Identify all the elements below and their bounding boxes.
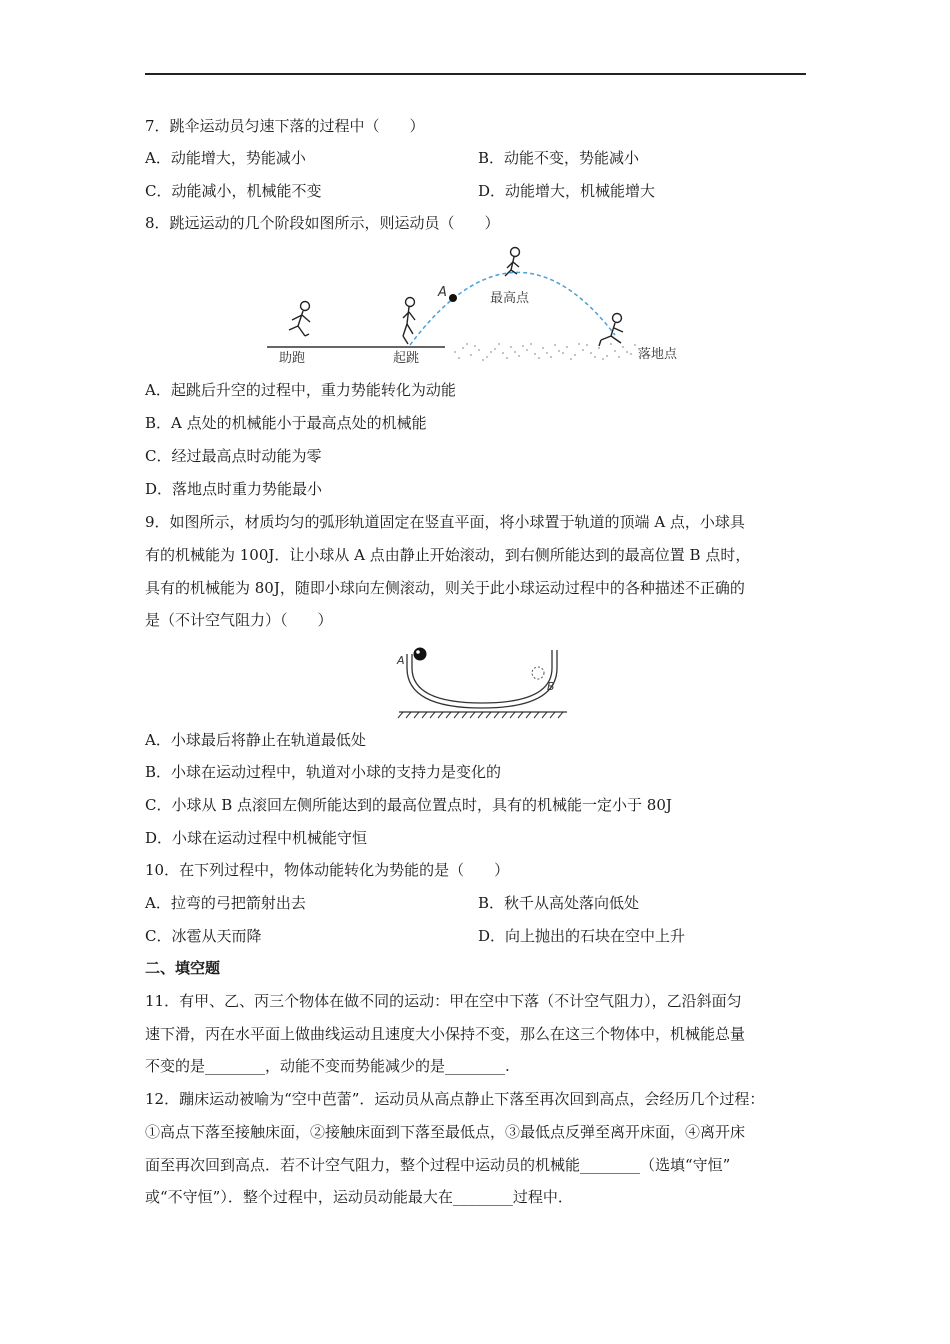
q9-option-b: B．小球在运动过程中，轨道对小球的支持力是变化的	[145, 763, 502, 781]
q9-option-d: D．小球在运动过程中机械能守恒	[145, 829, 368, 847]
ground-hatch	[398, 712, 563, 718]
ball-at-b	[532, 667, 544, 679]
point-a-dot	[449, 294, 457, 302]
label-landing-point: 落地点	[638, 347, 678, 362]
runner-figure	[289, 302, 310, 337]
label-b: B	[547, 680, 555, 693]
arc-track-figure	[395, 640, 570, 722]
q12-line-2: ①高点下落至接触床面，②接触床面到下落至最低点，③最低点反弹至离开床面，④离开床	[145, 1123, 746, 1141]
label-run: 助跑	[279, 351, 306, 366]
q12-line-3: 面至再次回到高点．若不计空气阻力，整个过程中运动员的机械能________（选填“守恒”	[145, 1156, 731, 1174]
q9-line-2: 有的机械能为 100J．让小球从 A 点由静止开始滚动，到右侧所能达到的最高位置 B 点时，	[145, 546, 751, 564]
ball-at-a	[414, 648, 427, 661]
label-a: A	[397, 654, 405, 667]
q11-line-1: 11．有甲、乙、丙三个物体在做不同的运动：甲在空中下落（不计空气阻力），乙沿斜面匀	[145, 992, 742, 1010]
label-takeoff: 起跳	[393, 351, 420, 366]
label-a: A	[438, 285, 447, 300]
q8-stem: 8．跳远运动的几个阶段如图所示，则运动员（ ）	[145, 214, 500, 232]
q10-option-c: C．冰雹从天而降	[145, 927, 262, 945]
label-highest-point: 最高点	[490, 291, 530, 306]
q11-line-3: 不变的是________，动能不变而势能减少的是________.	[145, 1057, 510, 1075]
q8-option-a: A．起跳后升空的过程中，重力势能转化为动能	[145, 381, 456, 399]
q7-option-b: B．动能不变，势能减小	[478, 149, 640, 167]
sand-pit	[454, 343, 644, 361]
q9-line-3: 具有的机械能为 80J，随即小球向左侧滚动，则关于此小球运动过程中的各种描述不正确的	[145, 579, 745, 597]
q7-stem: 7．跳伞运动员匀速下落的过程中（ ）	[145, 117, 425, 135]
q7-option-d: D．动能增大，机械能增大	[478, 182, 656, 200]
q8-option-c: C．经过最高点时动能为零	[145, 447, 322, 465]
q10-stem: 10．在下列过程中，物体动能转化为势能的是（ ）	[145, 861, 510, 879]
q9-line-1: 9．如图所示，材质均匀的弧形轨道固定在竖直平面，将小球置于轨道的顶端 A 点，小球具	[145, 513, 745, 531]
takeoff-figure	[403, 298, 415, 345]
track-outer	[407, 650, 557, 708]
q10-option-a: A．拉弯的弓把箭射出去	[145, 894, 306, 912]
section-heading-fill-in: 二、填空题	[145, 959, 221, 977]
q9-option-c: C．小球从 B 点滚回左侧所能达到的最高位置点时，具有的机械能一定小于 80J	[145, 796, 672, 814]
long-jump-figure	[265, 240, 695, 370]
q12-line-1: 12．蹦床运动被喻为“空中芭蕾”．运动员从高点静止下落至再次回到高点，会经历几个过程：	[145, 1090, 765, 1108]
track-inner	[412, 650, 552, 703]
q8-option-b: B．A 点处的机械能小于最高点处的机械能	[145, 414, 427, 432]
trajectory-curve	[410, 272, 615, 345]
q10-option-b: B．秋千从高处落向低处	[478, 894, 640, 912]
q9-option-a: A．小球最后将静止在轨道最低处	[145, 731, 366, 749]
q7-option-c: C．动能减小，机械能不变	[145, 182, 322, 200]
q10-option-d: D．向上抛出的石块在空中上升	[478, 927, 686, 945]
q7-option-a: A．动能增大，势能减小	[145, 149, 306, 167]
header-rule	[145, 73, 806, 75]
q8-option-d: D．落地点时重力势能最小	[145, 480, 323, 498]
q11-line-2: 速下滑，丙在水平面上做曲线运动且速度大小保持不变，那么在这三个物体中，机械能总量	[145, 1025, 746, 1043]
q12-line-4: 或“不守恒”）．整个过程中，运动员动能最大在________过程中．	[145, 1188, 573, 1206]
q9-line-4: 是（不计空气阻力）（ ）	[145, 611, 333, 629]
ball-highlight	[416, 650, 420, 654]
